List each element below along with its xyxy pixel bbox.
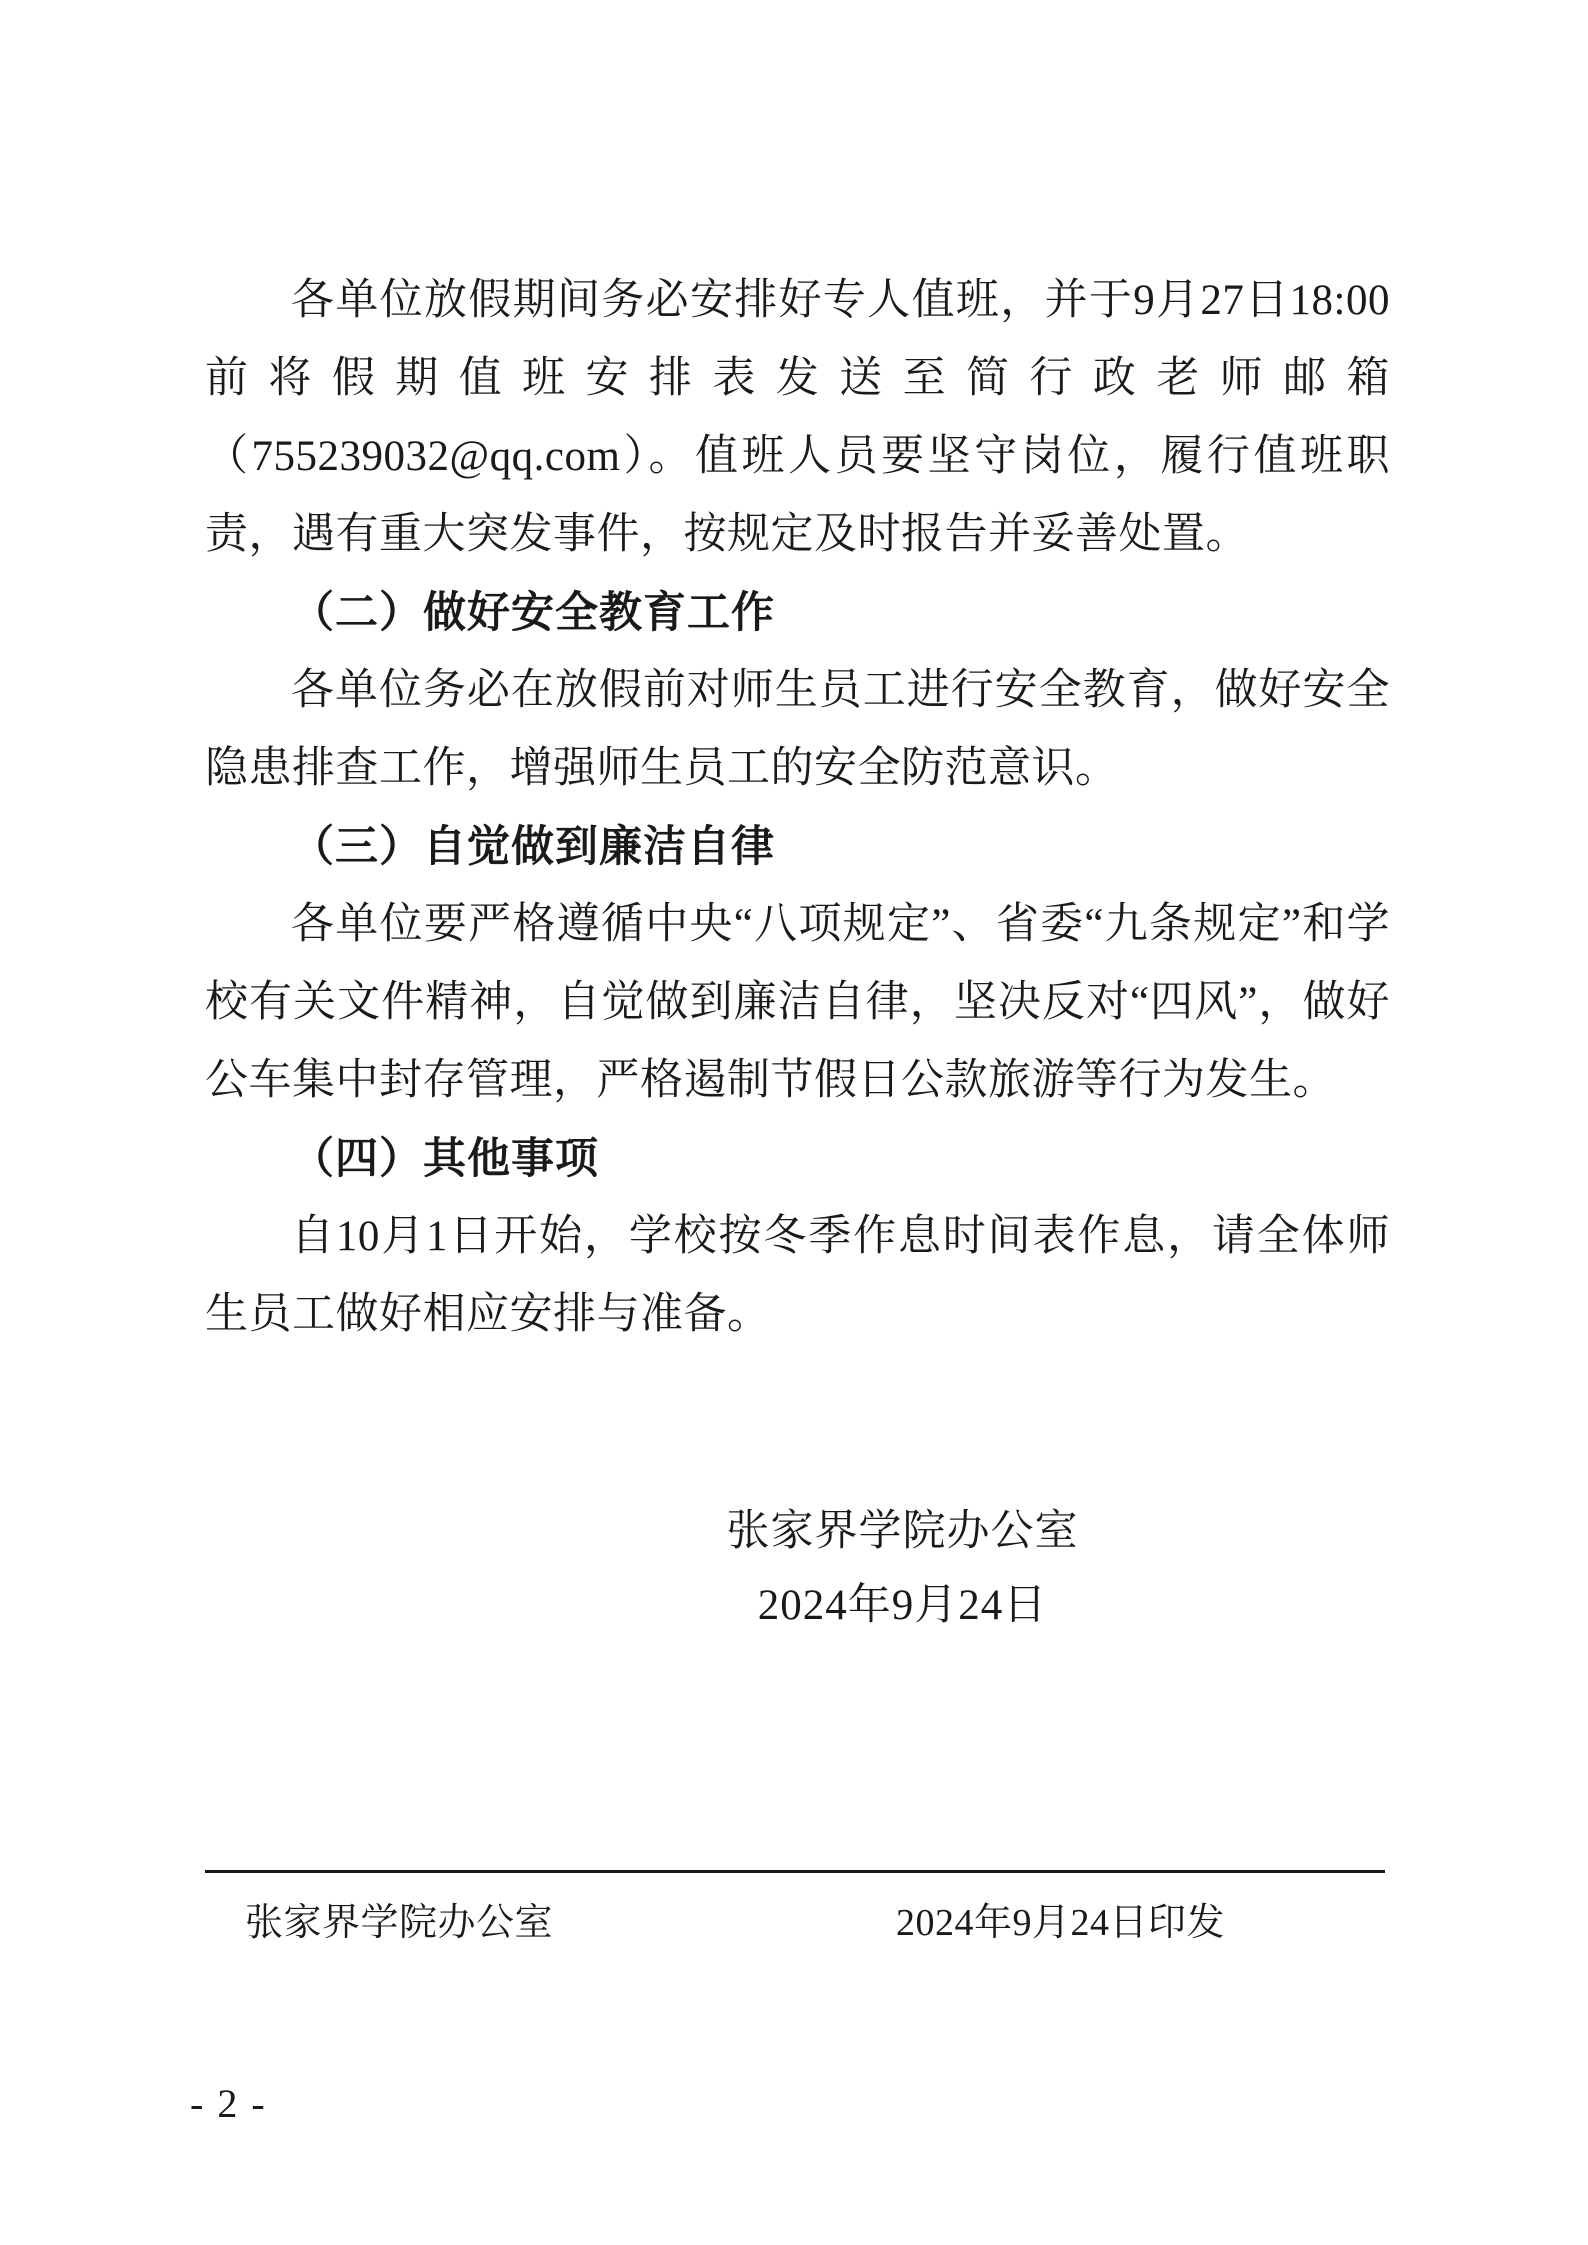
page-footer (205, 1870, 1385, 1951)
paragraph-other-matters: 自10月1日开始，学校按冬季作息时间表作息，请全体师生员工做好相应安排与准备。 (205, 1213, 1390, 1338)
heading-safety-education: （二）做好安全教育工作 (291, 588, 775, 638)
heading-other-matters: （四）其他事项 (291, 1134, 599, 1184)
footer-divider (205, 1870, 1385, 1873)
signature-organization: 张家界学院办公室 (726, 1508, 1079, 1555)
page-number: - 2 - (190, 2081, 267, 2126)
signature-date: 2024年9月24日 (757, 1582, 1048, 1629)
footer-row (205, 1895, 1385, 1951)
paragraph-duty-arrangement: 各单位放假期间务必安排好专人值班，并于9月27日18:00前将假期值班安排表发送至简行政老师邮箱（755239032@qq.com）。值班人员要坚守岗位，履行值班职责，遇有重大突发事件，按规定及时报告并妥善处置。 (205, 277, 1390, 558)
footer-issue-date: 2024年9月24日印发 (895, 1902, 1225, 1944)
paragraph-self-discipline: 各单位要严格遵循中央“八项规定”、省委“九条规定”和学校有关文件精神，自觉做到廉洁自律，坚决反对“四风”，做好公车集中封存管理，严格遏制节假日公款旅游等行为发生。 (205, 901, 1390, 1104)
paragraph-safety-education: 各单位务必在放假前对师生员工进行安全教育，做好安全隐患排查工作，增强师生员工的安全防范意识。 (205, 667, 1390, 792)
footer-issuing-office: 张家界学院办公室 (245, 1902, 554, 1944)
document-body (205, 262, 1390, 1354)
signature-block (205, 1495, 1390, 1643)
heading-self-discipline: （三）自觉做到廉洁自律 (291, 822, 775, 872)
